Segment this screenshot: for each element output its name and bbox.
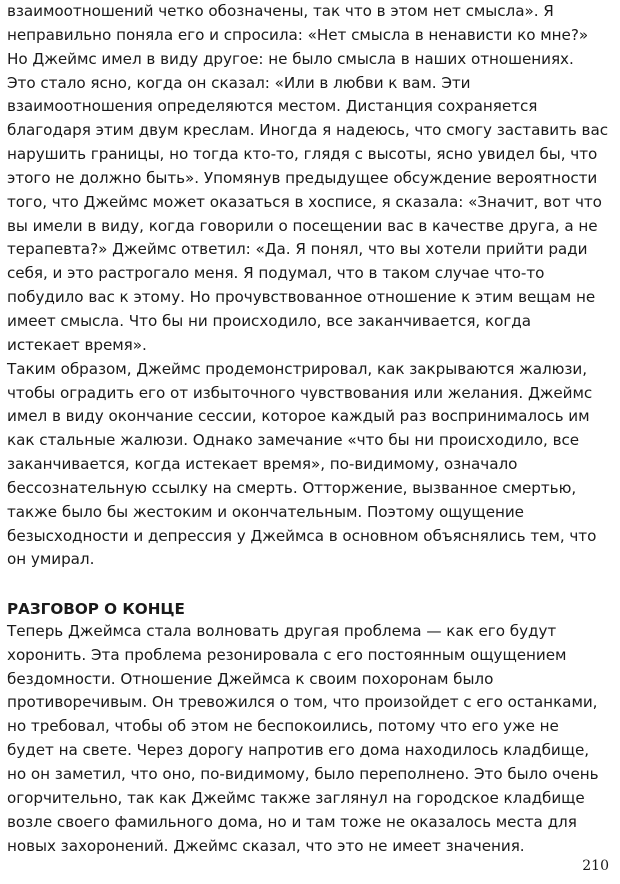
paragraph-3 bbox=[7, 620, 613, 858]
text-line: также было бы жестоким и окончательным. Поэтому ощущение bbox=[7, 502, 524, 521]
text-line: огорчительно, так как Джеймс также заглянул на городское кладбище bbox=[7, 788, 585, 807]
text-line: терапевта?» Джеймс ответил: «Да. Я понял, что вы хотели прийти ради bbox=[7, 240, 588, 259]
text-line: Но Джеймс имел в виду другое: не было смысла в наших отношениях. bbox=[7, 49, 574, 68]
page-number: 210 bbox=[582, 858, 609, 874]
text-line: истекает время». bbox=[7, 335, 147, 354]
text-line: противоречивым. Он тревожился о том, что произойдет с его останками, bbox=[7, 693, 598, 712]
text-line: себя, и это растрогало меня. Я подумал, что в таком случае что-то bbox=[7, 264, 545, 283]
text-line: хоронить. Эта проблема резонировала с его постоянным ощущением bbox=[7, 645, 567, 664]
text-line: того, что Джеймс может оказаться в хосписе, я сказала: «Значит, вот что bbox=[7, 192, 602, 211]
text-line: Теперь Джеймса стала волновать другая проблема — как его будут bbox=[7, 621, 557, 640]
text-line: бессознательную ссылку на смерть. Отторжение, вызванное смертью, bbox=[7, 478, 577, 497]
text-line: взаимоотношений четко обозначены, так что в этом нет смысла». Я bbox=[7, 2, 554, 20]
text-line: как стальные жалюзи. Однако замечание «что бы ни происходило, все bbox=[7, 431, 580, 450]
text-line: побудило вас к этому. Но прочувствованное отношение к этим вещам не bbox=[7, 288, 596, 307]
text-line: возле своего фамильного дома, но и там тоже не оказалось места для bbox=[7, 812, 577, 831]
text-line: но требовал, чтобы об этом не беспокоились, потому что его уже не bbox=[7, 717, 559, 736]
text-line: он умирал. bbox=[7, 550, 95, 569]
text-line: Это стало ясно, когда он сказал: «Или в любви к вам. Эти bbox=[7, 73, 471, 92]
section-spacer bbox=[7, 572, 613, 596]
text-line: будет на свете. Через дорогу напротив его дома находилось кладбище, bbox=[7, 741, 590, 760]
page-body bbox=[7, 0, 613, 858]
text-line: неправильно поняла его и спросила: «Нет смысла в ненависти ко мне?» bbox=[7, 25, 589, 44]
text-line: нарушить границы, но тогда кто-то, глядя с высоты, ясно увидел бы, что bbox=[7, 145, 598, 164]
text-line: взаимоотношения определяются местом. Дистанция сохраняется bbox=[7, 97, 538, 116]
text-line: имеет смысла. Что бы ни происходило, все заканчивается, когда bbox=[7, 311, 531, 330]
text-line: но он заметил, что оно, по-видимому, было переполнено. Это было очень bbox=[7, 765, 599, 783]
text-line: этого не должно быть». Упомянув предыдущее обсуждение вероятности bbox=[7, 168, 598, 187]
text-line: имел в виду окончание сессии, которое каждый раз воспринималось им bbox=[7, 407, 590, 426]
text-line: вы имели в виду, когда говорили о посещении вас в качестве друга, а не bbox=[7, 216, 598, 235]
text-line: новых захоронений. Джеймс сказал, что это не имеет значения. bbox=[7, 836, 525, 855]
text-line: Таким образом, Джеймс продемонстрировал, как закрываются жалюзи, bbox=[7, 359, 587, 378]
text-line: бездомности. Отношение Джеймса к своим похоронам было bbox=[7, 669, 494, 688]
text-line: чтобы оградить его от избыточного чувствования или желания. Джеймс bbox=[7, 383, 593, 402]
paragraph-2 bbox=[7, 358, 613, 573]
text-line: заканчивается, когда истекает время», по-видимому, означало bbox=[7, 455, 518, 474]
text-line: благодаря этим двум креслам. Иногда я надеюсь, что смогу заставить вас bbox=[7, 121, 609, 140]
text-line: безысходности и депрессия у Джеймса в основном объяснялись тем, что bbox=[7, 526, 597, 545]
paragraph-1 bbox=[7, 0, 613, 358]
section-heading: РАЗГОВОР О КОНЦЕ bbox=[7, 600, 185, 619]
